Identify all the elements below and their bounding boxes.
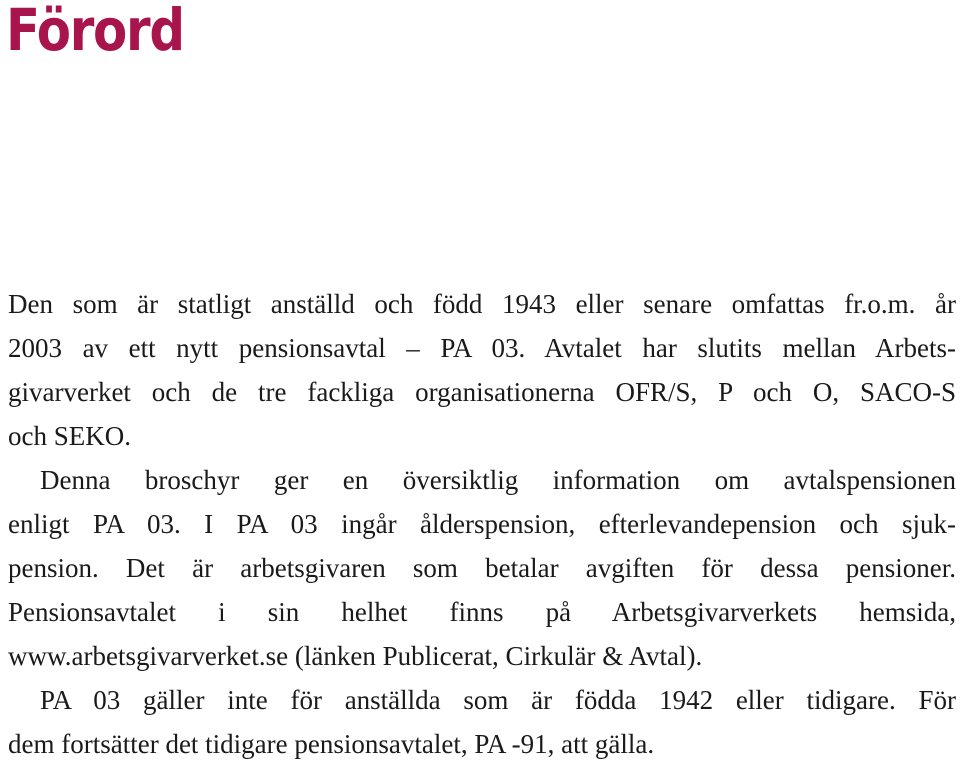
paragraph-3 — [8, 678, 956, 764]
page-title: Förord — [6, 0, 184, 64]
text-line: Pensionsavtalet i sin helhet finns på Arbetsgivarverkets hemsida, — [8, 597, 956, 627]
text-line: enligt PA 03. I PA 03 ingår ålderspension, efterlevandepension och sjuk- — [8, 509, 956, 539]
text-line: 2003 av ett nytt pensionsavtal – PA 03. Avtalet har slutits mellan Arbets- — [8, 333, 956, 363]
text-line: PA 03 gäller inte för anställda som är födda 1942 eller tidigare. För — [40, 685, 956, 715]
text-line: dem fortsätter det tidigare pensionsavtalet, PA -91, att gälla. — [8, 729, 655, 759]
text-line: Den som är statligt anställd och född 1943 eller senare omfattas fr.o.m. år — [8, 289, 956, 319]
paragraph-2 — [8, 458, 956, 678]
text-line: Denna broschyr ger en översiktlig information om avtalspensionen — [40, 465, 956, 495]
body-text — [8, 282, 956, 764]
text-line: givarverket och de tre fackliga organisationerna OFR/S, P och O, SACO-S — [8, 377, 956, 407]
text-line: www.arbetsgivarverket.se (länken Publicerat, Cirkulär & Avtal). — [8, 641, 703, 671]
text-line: pension. Det är arbetsgivaren som betalar avgiften för dessa pensioner. — [8, 553, 956, 583]
text-line: och SEKO. — [8, 421, 131, 451]
paragraph-1 — [8, 282, 956, 458]
